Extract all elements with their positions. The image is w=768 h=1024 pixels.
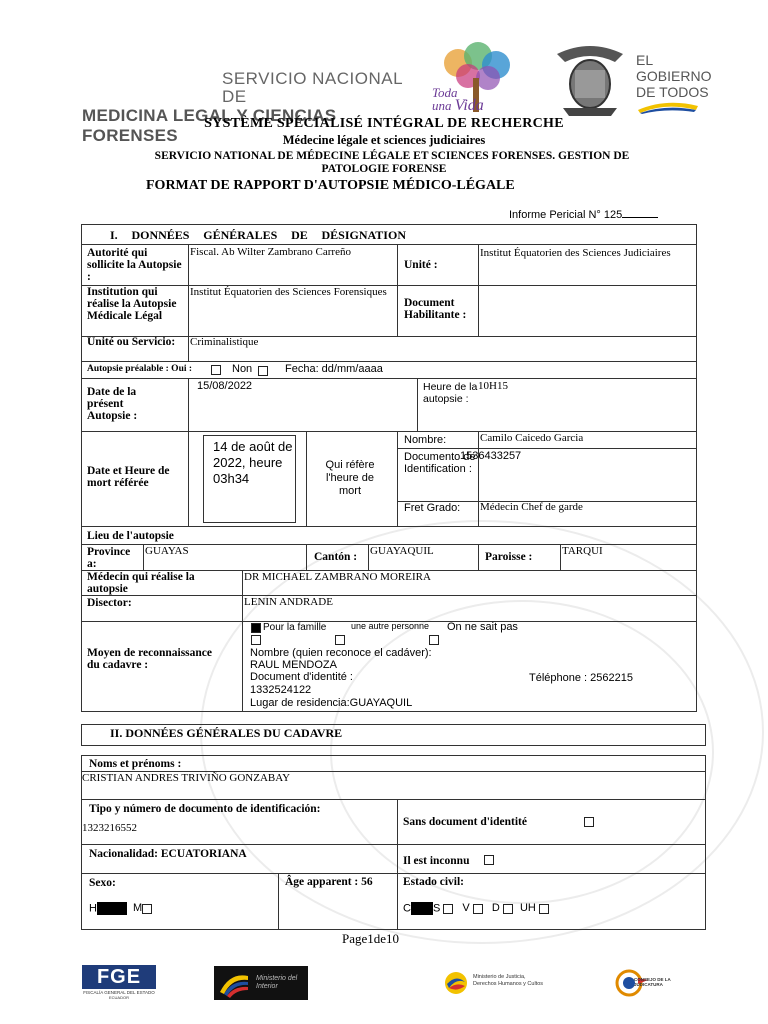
unite-value: Institut Équatorien des Sciences Judiciaires [480,247,671,259]
fge-subtitle: FISCALÍA GENERAL DEL ESTADO [83,990,155,995]
civil-s-checkbox[interactable] [443,904,453,914]
sans-doc-checkbox[interactable] [584,817,594,827]
non-label: Non [232,363,253,375]
logo-line1: SERVICIO NACIONAL DE [222,69,403,106]
una-text: una [432,98,452,113]
vida-text: Vida [454,97,484,114]
reconoce-label: Nombre (quien reconoce el cadáver): [250,647,432,659]
title-patologie: PATOLOGIE FORENSE [321,163,447,175]
unite-service-value: Criminalistique [190,336,259,348]
gob-line1: EL [636,52,654,68]
doc-identite-value: 1332524122 [250,684,312,696]
disector-value: LENIN ANDRADE [244,596,333,608]
section1-title [110,228,406,243]
disector-label: Disector: [87,597,132,609]
flag-stripes-icon [214,966,254,1000]
province-value: GUAYAS [145,545,189,557]
prealable-label: Autopsie préalable : Oui : [87,364,193,374]
fge-subtitle2: ECUADOR [108,995,129,1000]
unite-label: Unité : [404,259,438,271]
civil-c-label: C [403,902,411,915]
document-habilitante-label: Document Habilitante : [404,297,467,321]
inconnu-checkbox[interactable] [484,855,494,865]
title-format: FORMAT DE RAPPORT D'AUTOPSIE MÉDICO-LÉGALE [146,178,515,193]
doc-identite-label: Document d'identité : [250,671,353,683]
paroisse-label: Paroisse : [485,551,533,563]
informe-pericial [509,209,658,221]
fecha-label: Fecha: dd/mm/aaaa [285,363,383,375]
civil-d-label: D [491,902,500,915]
tipo-value: 1323216552 [82,822,137,834]
section1-w4: DÉSIGNATION [321,228,406,242]
nacionalidad-label: Nacionalidad: ECUATORIANA [89,848,247,860]
sexo-options [89,902,152,915]
fge-text: FGE [82,965,156,989]
oui-checkbox[interactable] [211,365,221,375]
title-medecine: Médecine légale et sciences judiciaires [282,133,486,147]
section1-w1: DONNÉES [131,228,190,242]
civil-uh-label: UH [519,902,536,915]
residencia-label: Lugar de residencia:GUAYAQUIL [250,697,413,709]
medecin-value: DR MICHAEL ZAMBRANO MOREIRA [244,571,431,583]
section2-title: II. DONNÉES GÉNÉRALES DU CADAVRE [110,726,343,740]
famille-checkbox-2[interactable] [251,635,261,645]
sexo-h-label: H [89,902,97,915]
sexo-label: Sexo: [89,877,116,889]
canton-value: GUAYAQUIL [370,545,434,557]
nombre-label: Nombre: [404,434,447,446]
heure-autopsie-value: 10H15 [478,380,508,392]
civil-v-checkbox[interactable] [473,904,483,914]
civil-label: Estado civil: [403,876,465,888]
sexo-m-label: M [133,902,143,915]
autorite-label: Autorité qui sollicite la Autopsie : [87,247,182,283]
judicatura-text: CONSEJO DE LA JUDICATURA [634,977,671,987]
gob-line2: GOBIERNO [636,68,712,84]
unite-service-label: Unité ou Servicio: [87,336,176,348]
documento-label: Documento de Identification : [404,451,476,475]
ministerio-justicia-logo [443,970,543,1000]
toda-una-vida-logo [428,38,522,116]
non-checkbox[interactable] [258,366,268,376]
civil-uh-checkbox[interactable] [539,904,549,914]
civil-c-checkbox-redacted[interactable] [411,902,433,915]
title-servicio: SERVICIO NATIONAL DE MÉDECINE LÉGALE ET SCIENCES FORENSES. GESTION DE [154,150,630,162]
pour-famille-label: Pour la famille [263,622,327,633]
autre-personne-label: une autre personne [351,621,430,631]
judicatura-logo [614,968,684,1000]
civil-s-label: S [432,902,441,915]
toda-text: Toda [432,85,458,100]
section1-num: I. [110,228,118,242]
fret-value: Médecin Chef de garde [480,501,583,513]
section1-w3: DE [291,228,308,242]
qui-refere-label: Qui réfère l'heure de mort [325,459,375,497]
canton-label: Cantón : [314,551,358,563]
fge-logo [82,965,156,999]
fret-label: Fret Grado: [404,502,461,514]
civil-d-checkbox[interactable] [503,904,513,914]
tipo-label: Tipo y número de documento de identificación: [89,803,321,815]
institution-label: Institution qui réalise la Autopsie Médicale Légal [87,286,177,322]
telephone-label: Téléphone : 2562215 [529,672,633,684]
reconoce-value: RAUL MENDOZA [250,659,337,671]
sexo-m-checkbox[interactable] [142,904,152,914]
informe-pericial-label: Informe Pericial N° 125 [509,209,623,221]
sans-doc-label: Sans document d'identité [403,816,527,828]
civil-v-label: V [462,902,470,915]
sexo-h-checkbox-redacted[interactable] [97,902,127,915]
medecin-label: Médecin qui réalise la autopsie [87,571,195,595]
noms-label: Noms et prénoms : [89,758,182,770]
institution-value: Institut Équatorien des Sciences Forensiques [190,286,387,298]
section1-w2: GÉNÉRALES [203,228,278,242]
date-mort-value: 14 de août de 2022, heure 03h34 [213,439,293,486]
paroisse-value: TARQUI [562,545,603,557]
ecuador-coat-of-arms [553,40,627,118]
date-autopsie-label: Date de la présent Autopsie : [87,386,138,422]
province-label: Province a: [87,546,131,570]
pour-famille-checkbox[interactable] [251,623,261,633]
documento-value: 1536433257 [460,450,522,462]
ne-sait-pas-label: On ne sait pas [447,621,518,633]
logo-line2: MEDICINA LEGAL Y CIENCIAS FORENSES [82,106,337,145]
age-label: Âge apparent : 56 [285,876,373,888]
justicia-text: Ministerio de Justicia, Derechos Humanos y Cultos [473,974,544,987]
date-autopsie-value: 15/08/2022 [197,380,253,392]
civil-options [403,902,549,915]
lieu-label: Lieu de l'autopsie [87,530,174,542]
nombre-value: Camilo Caicedo Garcia [480,432,584,444]
justicia-swirl-icon [443,970,469,996]
ne-sait-pas-checkbox[interactable] [429,635,439,645]
noms-value: CRISTIAN ANDRES TRIVIÑO GONZABAY [82,772,291,784]
autorite-value: Fiscal. Ab Wilter Zambrano Carreño [190,246,351,258]
title-systeme: SYSTÈME SPÉCIALISÉ INTÉGRAL DE RECHERCHE [204,116,564,131]
gob-line3: DE TODOS [636,84,709,100]
inconnu-label: Il est inconnu [403,855,470,867]
coat-of-arms-icon [553,40,627,118]
ministerio-interior-logo [214,966,308,1000]
gobierno-logo [636,52,716,117]
page-number: Page1de10 [342,931,400,946]
moyen-label: Moyen de reconnaissance du cadavre : [87,647,213,671]
interior-text: Ministerio del Interior [256,975,298,990]
heure-autopsie-label: Heure de la autopsie : [423,381,478,405]
autre-personne-checkbox[interactable] [335,635,345,645]
date-mort-label: Date et Heure de mort référée [87,465,170,489]
flag-swoosh-icon [636,100,700,114]
